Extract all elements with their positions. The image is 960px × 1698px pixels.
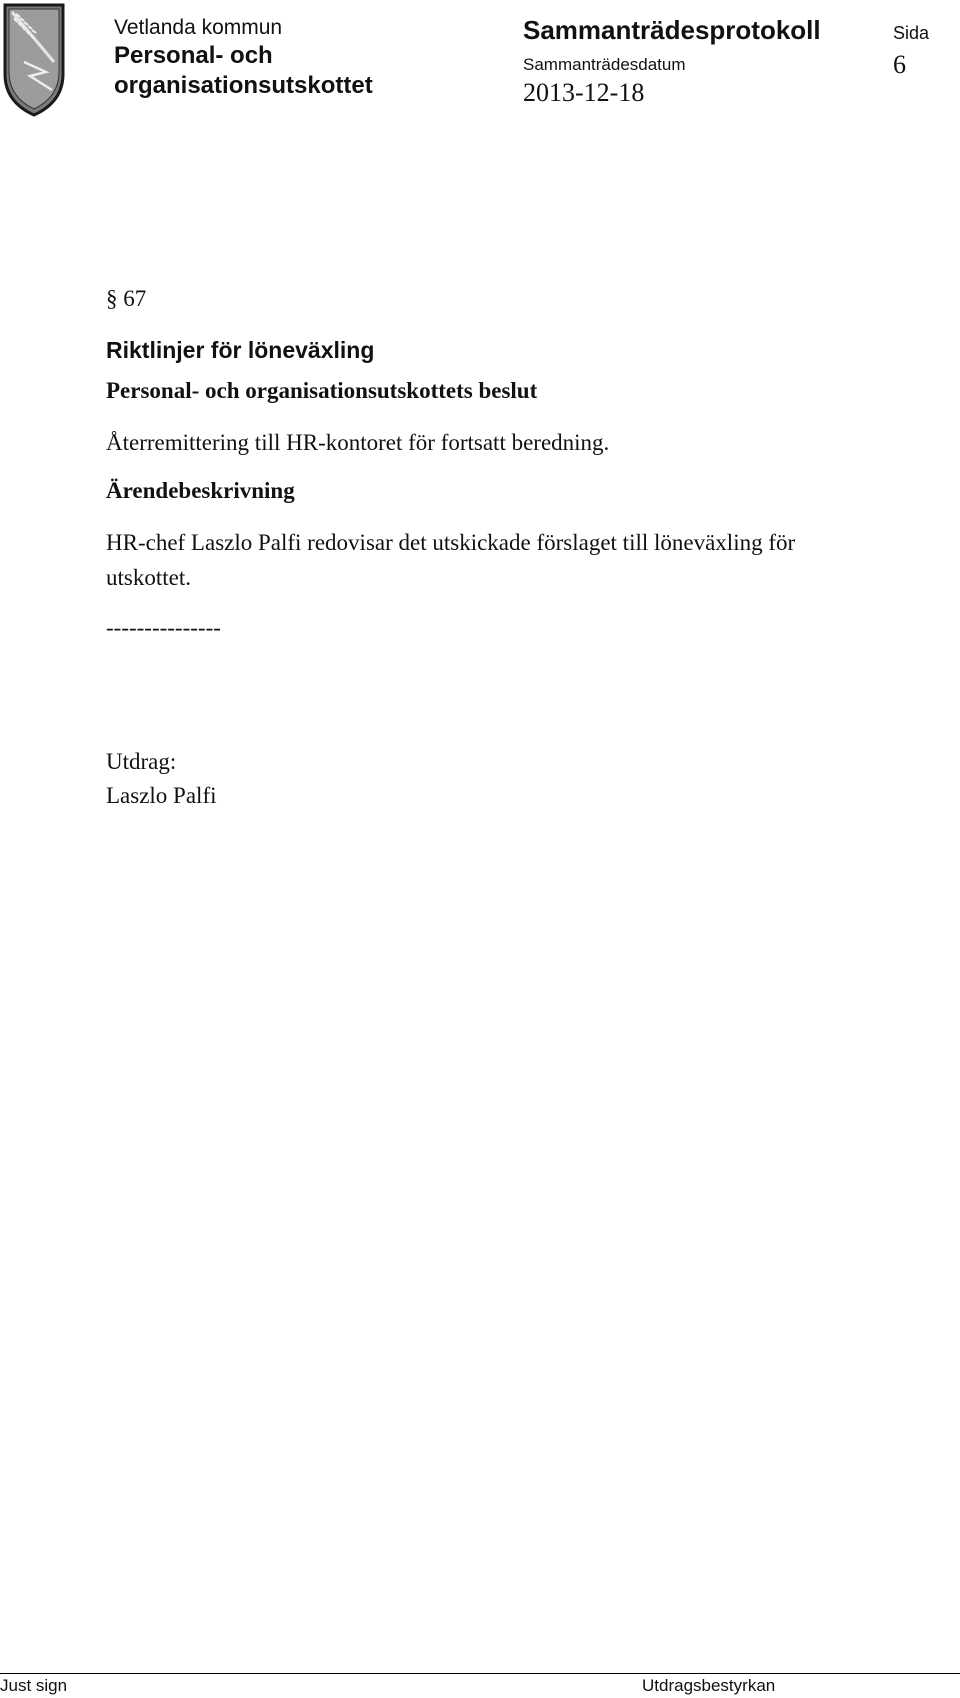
page-number: 6 — [893, 50, 906, 79]
meeting-date-value: 2013-12-18 — [523, 78, 645, 107]
meeting-date-label: Sammanträdesdatum — [523, 55, 686, 74]
committee-name-line-2: organisationsutskottet — [114, 72, 373, 99]
section-number: § 67 — [106, 286, 147, 311]
decision-heading: Personal- och organisationsutskottets beslut — [106, 378, 538, 403]
municipal-coat-of-arms-icon — [2, 2, 66, 118]
item-title: Riktlinjer för löneväxling — [106, 337, 375, 363]
footer-divider — [0, 1673, 960, 1674]
document-type-title: Sammanträdesprotokoll — [523, 15, 821, 45]
extract-recipient: Laszlo Palfi — [106, 783, 217, 808]
footer-certification-label: Utdragsbestyrkan — [642, 1676, 776, 1695]
organization-name: Vetlanda kommun — [114, 16, 283, 39]
decision-text: Återremittering till HR-kontoret för fortsatt beredning. — [106, 430, 610, 455]
description-heading: Ärendebeskrivning — [106, 478, 295, 503]
committee-name-line-1: Personal- och — [114, 42, 273, 69]
description-text-line-2: utskottet. — [106, 565, 191, 590]
page-label: Sida — [893, 23, 930, 43]
description-text-line-1: HR-chef Laszlo Palfi redovisar det utskickade förslaget till löneväxling för — [106, 530, 796, 555]
section-separator: --------------- — [106, 615, 221, 640]
extract-label: Utdrag: — [106, 749, 177, 774]
footer-signature-label: Just sign — [0, 1676, 68, 1695]
